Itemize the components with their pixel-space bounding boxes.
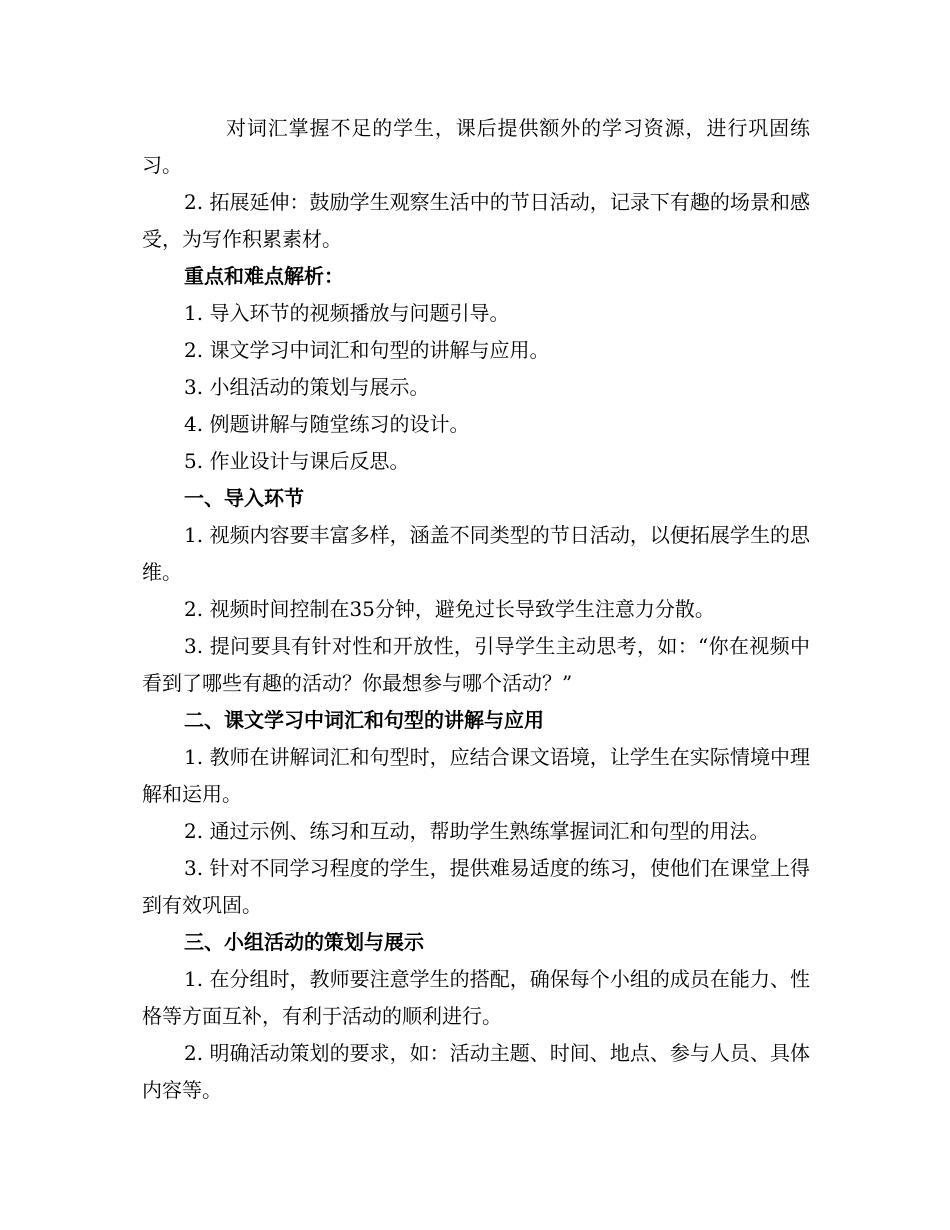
paragraph-section-3-item-2: 2. 明确活动策划的要求，如：活动主题、时间、地点、参与人员、具体内容等。 [142, 1041, 810, 1102]
list-item-key-point-1: 1. 导入环节的视频播放与问题引导。 [184, 301, 510, 325]
paragraph-extension: 2. 拓展延伸：鼓励学生观察生活中的节日活动，记录下有趣的场景和感受，为写作积累素材。 [142, 190, 810, 251]
paragraph-section-1-item-3: 3. 提问要具有针对性和开放性，引导学生主动思考，如：“你在视频中看到了哪些有趣的活动？你最想参与哪个活动？” [142, 634, 810, 695]
heading-section-1: 一、导入环节 [184, 486, 304, 510]
list-item-key-point-5: 5. 作业设计与课后反思。 [184, 449, 410, 473]
list-item-key-point-2: 2. 课文学习中词汇和句型的讲解与应用。 [184, 338, 550, 362]
heading-key-points: 重点和难点解析： [184, 264, 344, 288]
heading-section-3: 三、小组活动的策划与展示 [184, 930, 424, 954]
heading-section-2: 二、课文学习中词汇和句型的讲解与应用 [184, 708, 544, 732]
list-item-key-point-3: 3. 小组活动的策划与展示。 [184, 375, 430, 399]
list-item-key-point-4: 4. 例题讲解与随堂练习的设计。 [184, 412, 470, 436]
paragraph-section-2-item-2: 2. 通过示例、练习和互动，帮助学生熟练掌握词汇和句型的用法。 [184, 819, 770, 843]
paragraph-section-1-item-2: 2. 视频时间控制在35分钟，避免过长导致学生注意力分散。 [184, 597, 715, 621]
paragraph-section-2-item-3: 3. 针对不同学习程度的学生，提供难易适度的练习，使他们在课堂上得到有效巩固。 [142, 856, 810, 917]
paragraph-section-3-item-1: 1. 在分组时，教师要注意学生的搭配，确保每个小组的成员在能力、性格等方面互补，有利于活动的顺利进行。 [142, 967, 810, 1028]
paragraph-section-1-item-1: 1. 视频内容要丰富多样，涵盖不同类型的节日活动，以便拓展学生的思维。 [142, 523, 810, 584]
paragraph-remedial-resources: 对词汇掌握不足的学生，课后提供额外的学习资源，进行巩固练习。 [142, 116, 810, 177]
document-body [142, 110, 810, 1109]
paragraph-section-2-item-1: 1. 教师在讲解词汇和句型时，应结合课文语境，让学生在实际情境中理解和运用。 [142, 745, 810, 806]
